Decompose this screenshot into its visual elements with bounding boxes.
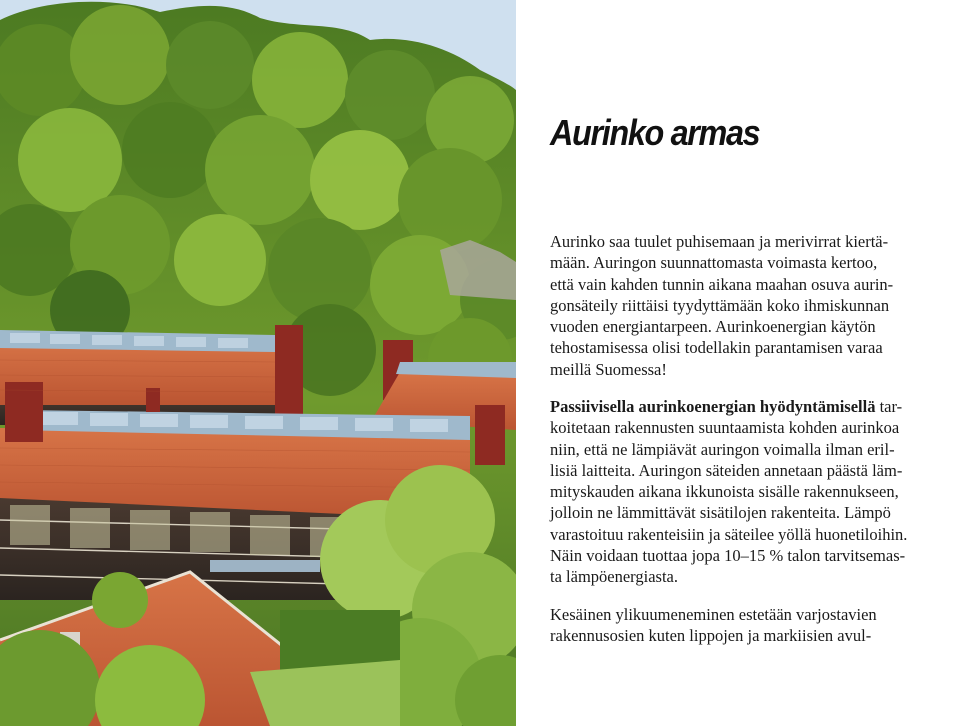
- text-line: rakennusosien kuten lippojen ja markiisien avul-: [550, 626, 872, 646]
- page-title: Aurinko armas: [550, 112, 760, 153]
- text-line: tehostamisessa olisi todellakin parantamisen varaa: [550, 338, 883, 358]
- paragraph-overheating: [550, 604, 960, 647]
- text-line: niin, että ne lämpiävät auringon voimalla ilman eril-: [550, 439, 895, 459]
- text-line: varastoituu rakenteisiin ja säteilee yöllä huonetiloihin.: [550, 524, 908, 544]
- text-line: että vain kahden tunnin aikana maahan osuva aurin-: [550, 274, 894, 294]
- text-line: Aurinko saa tuulet puhisemaan ja merivirrat kiertä-: [550, 232, 889, 251]
- text-line: vuoden energiantarpeen. Aurinkoenergian käytön: [550, 317, 876, 337]
- text-line: gonsäteily riittäisi tyydyttämään koko ihmiskunnan: [550, 295, 890, 315]
- article: [550, 0, 950, 726]
- text-line: lisiä laitteita. Auringon säteiden annetaan päästä läm-: [550, 460, 903, 480]
- paragraph-passive-solar: [550, 396, 960, 588]
- text-fragment: tar-: [875, 397, 903, 416]
- text-line: mityskauden aikana ikkunoista sisälle rakennukseen,: [550, 482, 899, 502]
- text-line: koitetaan rakennusten suuntaamista kohden aurinkoa: [550, 418, 900, 438]
- paragraph-intro: [550, 231, 960, 380]
- text-line: jolloin ne lämmittävät sisätilojen rakenteita. Lämpö: [550, 503, 891, 523]
- text-line: meillä Suomessa!: [550, 359, 667, 379]
- text-line: mään. Auringon suunnattomasta voimasta kertoo,: [550, 253, 878, 273]
- text-line: [550, 396, 960, 417]
- text-line: Näin voidaan tuottaa jopa 10–15 % talon tarvitsemas-: [550, 546, 906, 566]
- text-line: ta lämpöenergiasta.: [550, 567, 678, 587]
- text-line: Kesäinen ylikuumeneminen estetään varjostavien: [550, 605, 877, 624]
- lead-term: Passiivisella aurinkoenergian hyödyntämisellä: [550, 397, 876, 416]
